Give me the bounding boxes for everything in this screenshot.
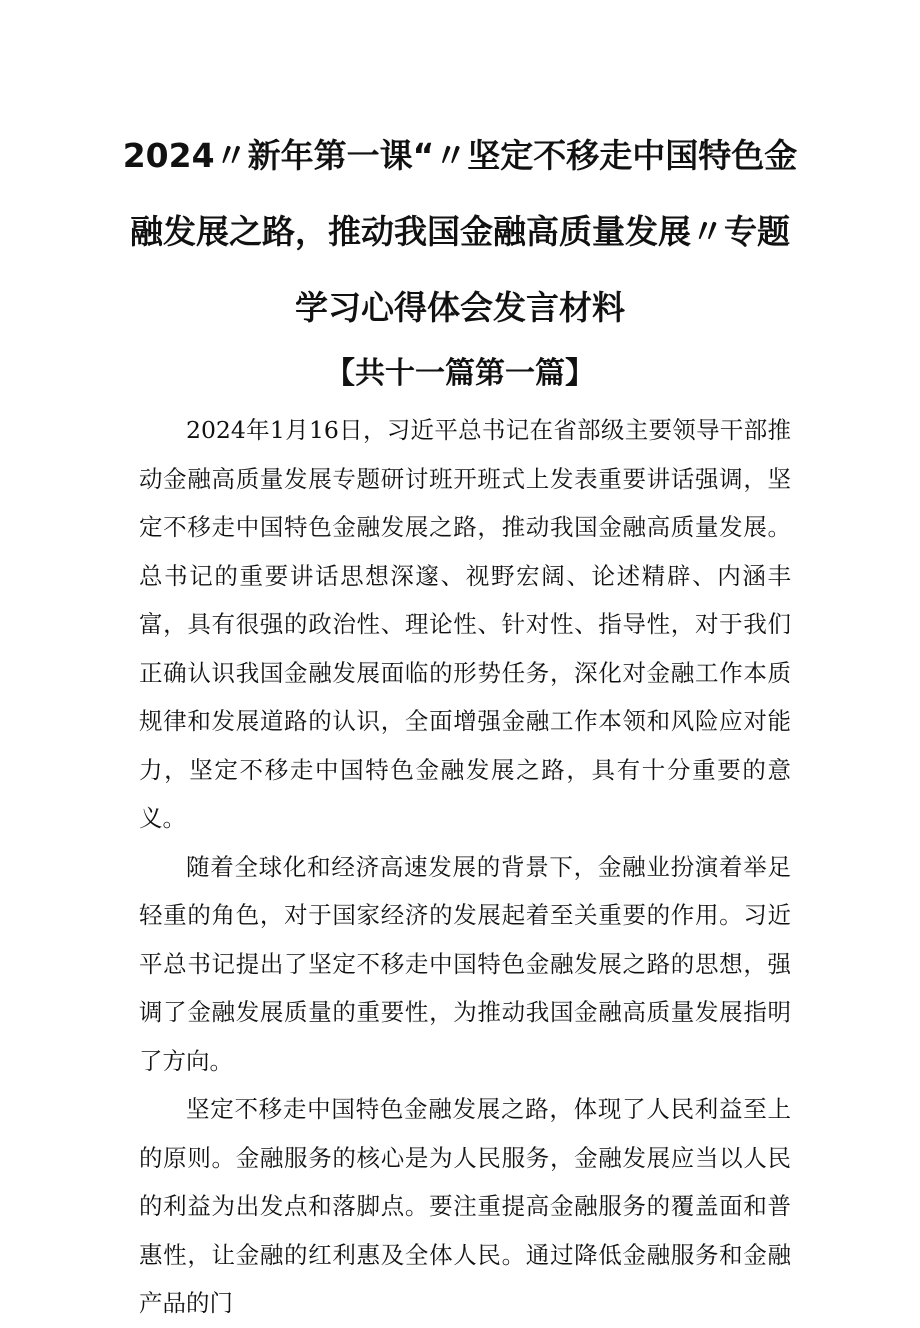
document-body [139, 406, 791, 1328]
paragraph-2: 随着全球化和经济高速发展的背景下，金融业扮演着举足轻重的角色，对于国家经济的发展起着至关重要的作用。习近平总书记提出了坚定不移走中国特色金融发展之路的思想，强调了金融发展质量的重要性，为推动我国金融高质量发展指明了方向。 [139, 852, 791, 1075]
document-subtitle: 【共十一篇第一篇】 [325, 356, 595, 391]
paragraph-3: 坚定不移走中国特色金融发展之路，体现了人民利益至上的原则。金融服务的核心是为人民服务，金融发展应当以人民的利益为出发点和落脚点。要注重提高金融服务的覆盖面和普惠性，让金融的红利惠及全体人民。通过降低金融服务和金融产品的门 [139, 1095, 791, 1317]
paragraph-1: 2024年1月16日，习近平总书记在省部级主要领导干部推动金融高质量发展专题研讨班开班式上发表重要讲话强调，坚定不移走中国特色金融发展之路，推动我国金融高质量发展。总书记的重要讲话思想深邃、视野宏阔、论述精辟、内涵丰富，具有很强的政治性、理论性、针对性、指导性，对于我们正确认识我国金融发展面临的形势任务，深化对金融工作本质规律和发展道路的认识，全面增强金融工作本领和风险应对能力，坚定不移走中国特色金融发展之路，具有十分重要的意义。 [139, 416, 791, 832]
document-title: 2024〃新年第一课“〃坚定不移走中国特色金融发展之路，推动我国金融高质量发展〃专题学习心得体会发言材料 [122, 136, 798, 327]
